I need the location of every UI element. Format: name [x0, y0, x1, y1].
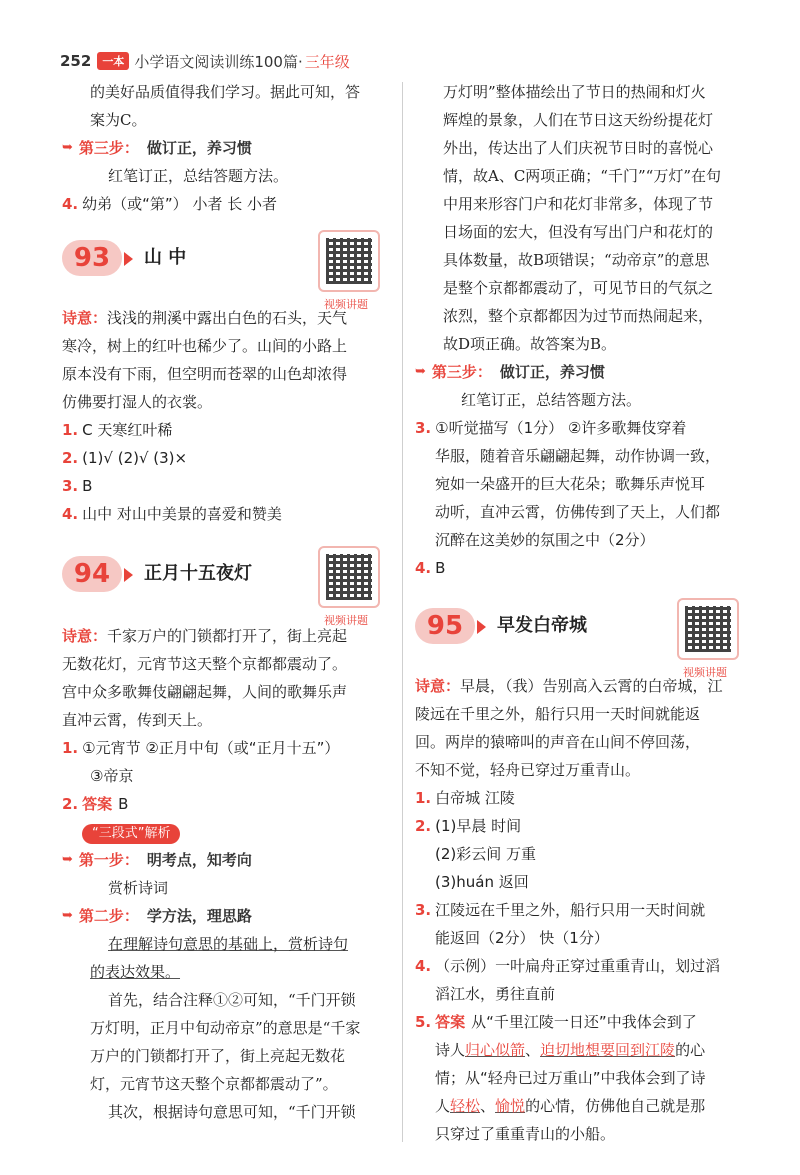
poem-label: 诗意：	[62, 309, 108, 327]
answer-item	[62, 472, 392, 500]
answer-number: 1.	[62, 739, 79, 757]
text-line: 万灯明”整体描绘出了节日的热闹和灯火	[443, 83, 706, 101]
answer-text: 能返回（2分） 快（1分）	[435, 929, 609, 947]
arrow-icon: ➥	[62, 140, 73, 155]
answer-text: B	[118, 795, 129, 813]
answer-text: 情；从“轻舟已过万重山”中我体会到了诗	[435, 1069, 706, 1087]
section-number: 95	[415, 608, 475, 644]
answer-item	[62, 500, 392, 528]
answer-item	[415, 554, 745, 582]
answer-text: (1)√ (2)√ (3)×	[82, 449, 188, 467]
answer-number: 4.	[62, 505, 79, 523]
text-line: 浓烈，整个京都都因为过节而热闹起来，	[443, 307, 714, 325]
answer-text: 江陵远在千里之外，船行只用一天时间就	[435, 901, 706, 919]
step-title: 学方法，理思路	[146, 907, 252, 925]
qr-code-icon[interactable]	[677, 598, 739, 660]
answer-text: 动听，直冲云霄，仿佛传到了天上，人们都	[435, 503, 721, 521]
answer-number: 3.	[62, 477, 79, 495]
text-line: 宫中众多歌舞伎翩翩起舞，人间的歌舞乐声	[62, 683, 348, 701]
step-label: 第三步：	[78, 139, 139, 157]
answer-item	[415, 812, 745, 840]
answer-text: B	[82, 477, 93, 495]
answer-item	[415, 784, 745, 812]
qr-code-icon[interactable]	[318, 230, 380, 292]
video-label: 视频讲题	[324, 298, 368, 311]
answer-item	[62, 416, 392, 444]
triangle-icon	[124, 568, 133, 582]
underlined-text: 的表达效果。	[90, 963, 181, 981]
text-line: 陵远在千里之外，船行只用一天时间就能返	[415, 705, 701, 723]
answer-item	[62, 734, 392, 762]
answer-number: 1.	[415, 789, 432, 807]
video-label: 视频讲题	[683, 666, 727, 679]
step-three	[415, 358, 745, 386]
step-one	[62, 846, 392, 874]
text-line: 千家万户的门锁都打开了，街上亮起	[107, 627, 348, 645]
section-95-header	[415, 598, 745, 679]
text-line: 情，故A、C两项正确；“千门”“万灯”在句	[443, 167, 721, 185]
answer-number: 5.	[415, 1013, 432, 1031]
highlight-text: 轻松	[450, 1097, 481, 1115]
section-title: 山 中	[144, 247, 187, 268]
video-label: 视频讲题	[324, 614, 368, 627]
answer-label: 答案	[435, 1013, 466, 1031]
answer-text: C 天寒红叶稀	[82, 421, 173, 439]
text-line: 寒冷，树上的红叶也稀少了。山间的小路上	[62, 337, 348, 355]
text-line: 首先，结合注释①②可知，“千门开锁	[108, 991, 356, 1009]
answer-text: B	[435, 559, 446, 577]
answer-number: 2.	[62, 795, 79, 813]
text-line: 案为C。	[90, 111, 147, 129]
text-line: 不知不觉，轻舟已穿过万重青山。	[415, 761, 641, 779]
answer-number: 3.	[415, 419, 432, 437]
left-column	[62, 78, 392, 1126]
answer-text: 幼弟（或“第”） 小者 长 小者	[82, 195, 277, 213]
text-line: 浅浅的荆溪中露出白色的石头，天气	[107, 309, 348, 327]
step-label: 第二步：	[78, 907, 139, 925]
page-header	[60, 50, 350, 72]
text-span: 人	[435, 1097, 451, 1115]
text-line: 其次，根据诗句意思可知，“千门开锁	[108, 1103, 356, 1121]
step-three	[62, 134, 392, 162]
poem-label: 诗意：	[62, 627, 108, 645]
arrow-icon: ➥	[62, 852, 73, 867]
answer-text: 山中 对山中美景的喜爱和赞美	[82, 505, 282, 523]
section-93-header	[62, 230, 392, 311]
step-title: 明考点，知考向	[146, 851, 252, 869]
answer-item	[62, 190, 392, 218]
answer-text: (2)彩云间 万重	[435, 845, 537, 863]
brand-logo: 一本	[97, 52, 129, 70]
qr-code-icon[interactable]	[318, 546, 380, 608]
step-title: 做订正，养习惯	[499, 363, 605, 381]
text-line: 具体数量，故B项错误；“动帝京”的意思	[443, 251, 710, 269]
answer-item	[415, 1008, 745, 1036]
text-span: 诗人	[435, 1041, 466, 1059]
answer-text	[415, 1036, 745, 1064]
answer-text: ③帝京	[90, 767, 134, 785]
answer-number: 4.	[415, 559, 432, 577]
triangle-icon	[477, 620, 486, 634]
answer-text: 宛如一朵盛开的巨大花朵；歌舞乐声悦耳	[435, 475, 706, 493]
text-line: 红笔订正，总结答题方法。	[461, 391, 642, 409]
answer-item	[415, 414, 745, 442]
text-line: 早晨，（我）告别高入云霄的白帝城，江	[460, 677, 723, 695]
answer-text: 滔江水，勇往直前	[435, 985, 556, 1003]
text-line: 辉煌的景象，人们在节日这天纷纷提花灯	[443, 111, 714, 129]
text-line: 是整个京都都震动了，可见节日的气氛之	[443, 279, 714, 297]
answer-item	[62, 444, 392, 472]
text-line: 仿佛要打湿人的衣裳。	[62, 393, 213, 411]
triangle-icon	[124, 252, 133, 266]
answer-item	[62, 790, 392, 818]
grade-label: 三年级	[304, 52, 350, 71]
arrow-icon: ➥	[62, 908, 73, 923]
text-line: 无数花灯，元宵节这天整个京都都震动了。	[62, 655, 348, 673]
text-span: 、	[525, 1041, 541, 1059]
answer-text: 只穿过了重重青山的小船。	[435, 1125, 616, 1143]
answer-number: 2.	[62, 449, 79, 467]
answer-item	[415, 896, 745, 924]
highlight-text: 归心似箭	[465, 1041, 526, 1059]
highlight-text: 愉悦	[495, 1097, 526, 1115]
section-title: 正月十五夜灯	[144, 563, 252, 584]
section-number: 94	[62, 556, 122, 592]
analysis-badge: “三段式”解析	[82, 824, 180, 844]
text-line: 灯，元宵节这天整个京都都震动了”。	[90, 1075, 338, 1093]
answer-text: 白帝城 江陵	[435, 789, 515, 807]
section-number: 93	[62, 240, 122, 276]
answer-text: ①元宵节 ②正月中旬（或“正月十五”）	[82, 739, 340, 757]
text-line: 中用来形容门户和花灯非常多，体现了节	[443, 195, 714, 213]
section-94-header	[62, 546, 392, 627]
answer-label: 答案	[82, 795, 113, 813]
column-divider	[402, 82, 403, 1142]
answer-number: 1.	[62, 421, 79, 439]
text-line: 直冲云霄，传到天上。	[62, 711, 213, 729]
text-span: 的心	[675, 1041, 706, 1059]
step-label: 第三步：	[431, 363, 492, 381]
answer-number: 4.	[415, 957, 432, 975]
step-label: 第一步：	[78, 851, 139, 869]
text-line: 原本没有下雨，但空明而苍翠的山色却浓得	[62, 365, 348, 383]
text-line: 日场面的宏大，但没有写出门户和花灯的	[443, 223, 714, 241]
text-line: 红笔订正，总结答题方法。	[108, 167, 289, 185]
answer-text: 华服，随着音乐翩翩起舞，动作协调一致，	[435, 447, 721, 465]
section-title: 早发白帝城	[497, 615, 587, 636]
page-number: 252	[60, 52, 92, 70]
answer-number: 2.	[415, 817, 432, 835]
text-line: 赏析诗词	[108, 879, 169, 897]
answer-number: 3.	[415, 901, 432, 919]
text-span: 、	[480, 1097, 496, 1115]
text-line: 万户的门锁都打开了，街上亮起无数花	[90, 1047, 346, 1065]
book-title: 小学语文阅读训练100篇·	[134, 52, 303, 71]
answer-text: (3)huán 返回	[435, 873, 529, 891]
answer-number: 4.	[62, 195, 79, 213]
text-line: 万灯明，正月中旬动帝京”的意思是“千家	[90, 1019, 361, 1037]
text-line: 的美好品质值得我们学习。据此可知，答	[90, 83, 361, 101]
answer-text	[415, 1092, 745, 1120]
step-title: 做订正，养习惯	[146, 139, 252, 157]
answer-text: 沉醉在这美妙的氛围之中（2分）	[435, 531, 655, 549]
step-two	[62, 902, 392, 930]
text-line: 外出，传达出了人们庆祝节日时的喜悦心	[443, 139, 714, 157]
answer-text: ①听觉描写（1分） ②许多歌舞伎穿着	[435, 419, 687, 437]
answer-text: （示例）一叶扁舟正穿过重重青山，划过滔	[435, 957, 721, 975]
text-span: 的心情，仿佛他自己就是那	[525, 1097, 706, 1115]
text-line: 回。两岸的猿啼叫的声音在山间不停回荡，	[415, 733, 701, 751]
poem-label: 诗意：	[415, 677, 461, 695]
answer-text: 从“千里江陵一日还”中我体会到了	[471, 1013, 697, 1031]
text-line: 故D项正确。故答案为B。	[443, 335, 617, 353]
right-column	[415, 78, 745, 1148]
highlight-text: 迫切地想要回到江陵	[540, 1041, 676, 1059]
arrow-icon: ➥	[415, 364, 426, 379]
answer-item	[415, 952, 745, 980]
answer-text: (1)早晨 时间	[435, 817, 522, 835]
underlined-text: 在理解诗句意思的基础上，赏析诗句	[108, 935, 349, 953]
